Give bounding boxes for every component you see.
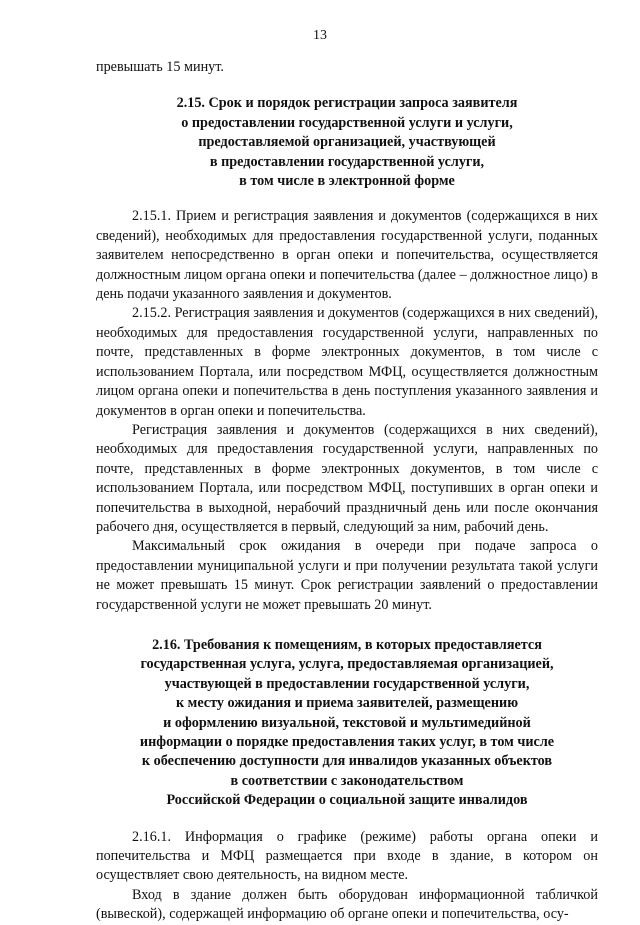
heading-line: к обеспечению доступности для инвалидов указанных объектов bbox=[141, 753, 553, 770]
heading-line: в предоставлении государственной услуги, bbox=[209, 153, 485, 170]
paragraph-entrance-sign: Вход в здание должен быть оборудован информационной табличкой (вывеской), содержащей информацию об органе опеки и попечительства, осу- bbox=[96, 886, 598, 923]
heading-line: к месту ожидания и приема заявителей, размещению bbox=[175, 695, 519, 712]
page-number: 13 bbox=[313, 28, 327, 43]
heading-line: 2.15. Срок и порядок регистрации запроса заявителя bbox=[176, 95, 518, 112]
heading-line: информации о порядке предоставления таких услуг, в том числе bbox=[139, 734, 555, 750]
paragraph-2-16-1: 2.16.1. Информация о графике (режиме) работы органа опеки и попечительства и МФЦ размещается при входе в здание, в котором он осуществляет свою деятельность, на видном месте. bbox=[96, 828, 598, 884]
heading-line: и оформлению визуальной, текстовой и мультимедийной bbox=[163, 714, 531, 731]
heading-line: Российской Федерации о социальной защите инвалидов bbox=[166, 792, 528, 809]
heading-line: в соответствии с законодательством bbox=[230, 772, 464, 789]
page-body bbox=[96, 58, 598, 925]
section-2-15-heading bbox=[96, 94, 598, 191]
paragraph-registration-weekend: Регистрация заявления и документов (содержащихся в них сведений), необходимых для предоставления государственной услуги, направленных по почте, представленных в форме электронных документов, в том числе с использованием Портала, или посредством МФЦ, поступивших в орган опеки и попечительства в выходной, нерабочий праздничный день или после окончания рабочего дня, осуществляется в первый, следующий за ним, рабочий день. bbox=[96, 421, 598, 535]
heading-line: 2.16. Требования к помещениям, в которых предоставляется bbox=[152, 636, 542, 653]
paragraph-max-wait: Максимальный срок ожидания в очереди при подаче запроса о предоставлении муниципальной услуги и при получении результата такой услуги не может превышать 15 минут. Срок регистрации заявлений о предоставлении государственной услуги не может превышать 20 минут. bbox=[96, 538, 598, 613]
heading-line: в том числе в электронной форме bbox=[239, 173, 455, 190]
heading-line: участвующей в предоставлении государственной услуги, bbox=[164, 675, 530, 692]
continuation-text: превышать 15 минут. bbox=[96, 59, 224, 75]
section-2-16-heading bbox=[96, 636, 598, 811]
heading-line: о предоставлении государственной услуги и услуги, bbox=[181, 114, 513, 131]
heading-line: государственная услуга, услуга, предоставляемая организацией, bbox=[140, 656, 554, 673]
heading-line: предоставляемой организацией, участвующей bbox=[198, 134, 496, 151]
paragraph-2-15-2: 2.15.2. Регистрация заявления и документов (содержащихся в них сведений), необходимых для предоставления государственной услуги, направленных по почте, представленных в форме электронных документов, в том числе с использованием Портала, или посредством МФЦ, осуществляется должностным лицом органа опеки и попечительства в день поступления указанного заявления и документов в орган опеки и попечительства. bbox=[96, 305, 598, 419]
paragraph-2-15-1: 2.15.1. Прием и регистрация заявления и документов (содержащихся в них сведений), необходимых для предоставления государственной услуги, поданных заявителем непосредственно в орган опеки и попечительства, осуществляется должностным лицом органа опеки и попечительства (далее – должностное лицо) в день подачи указанного заявления и документов. bbox=[96, 208, 598, 303]
